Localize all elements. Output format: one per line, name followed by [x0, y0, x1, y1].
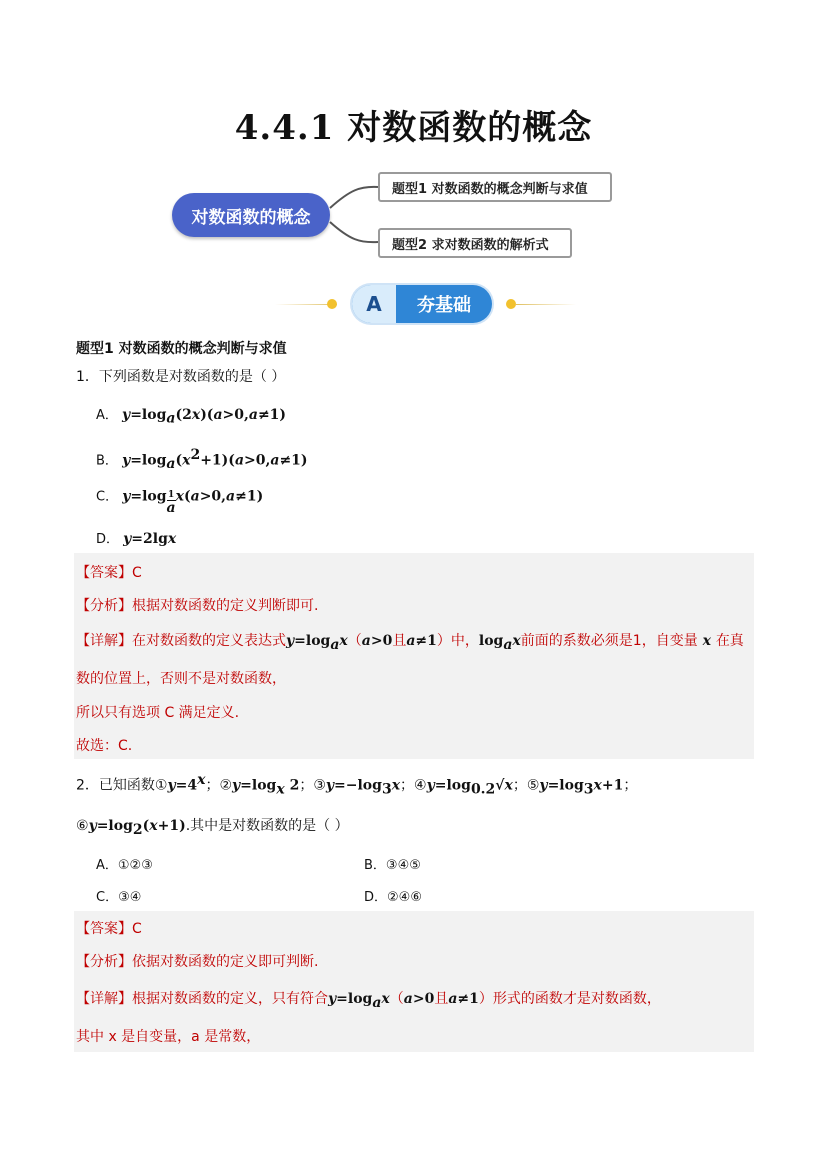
q1-detail-line2: 数的位置上，否则不是对数函数，	[76, 671, 286, 687]
badge-text: 夯基础	[417, 295, 471, 316]
q1-option-c: C． y=log $\frac{1}{a}$ x(a>0,a≠1)	[96, 488, 264, 516]
q2-option-b: B．③④⑤	[364, 858, 421, 873]
badge-line-right	[516, 304, 576, 305]
page-title: 4.4.1 对数函数的概念	[234, 108, 593, 148]
q1-answer-box	[74, 553, 754, 759]
mindmap-center: 对数函数的概念	[172, 193, 330, 237]
q1-detail-line4: 故选：C.	[76, 738, 133, 754]
q1-detail-line1: 【详解】在对数函数的定义表达式$y=\log_ax(a>0$且a≠1）中，$\log_ax$前面的系数必须是1，自变量 x 在真	[76, 633, 744, 653]
badge-dot-right	[506, 299, 516, 309]
q2-detail-line2: 其中 x 是自变量，a 是常数，	[76, 1029, 261, 1045]
q1-detail-line3: 所以只有选项 C 满足定义.	[76, 705, 240, 721]
badge-letter: A	[352, 285, 396, 323]
q2-option-d: D．②④⑥	[364, 890, 422, 905]
q1-option-b: B． $y=\log_a(x^2+1)(a>0,a\ne 1)$	[96, 447, 308, 472]
q1-option-a: A． $y=\log_a(2x)(a>0,a\ne 1)$	[96, 407, 287, 427]
q2-detail-line1: 【详解】根据对数函数的定义，只有符合$y=\log_ax(a>0$且a≠1）形式的函数才是对数函数，	[76, 991, 661, 1011]
q1-answer: 【答案】C	[76, 565, 142, 581]
q2-option-c: C．③④	[96, 890, 142, 905]
q1-stem: 1．下列函数是对数函数的是（ ）	[76, 369, 286, 385]
badge-dot-left	[327, 299, 337, 309]
q1-option-d: D． y=2lgx	[96, 531, 177, 547]
mindmap-branch-1: 题型1 对数函数的概念判断与求值	[378, 172, 612, 202]
q1-analysis: 【分析】根据对数函数的定义判断即可.	[76, 598, 319, 614]
q2-analysis: 【分析】依据对数函数的定义即可判断.	[76, 954, 319, 970]
mindmap-branch-2: 题型2 求对数函数的解析式	[378, 228, 572, 258]
section-title: 题型1 对数函数的概念判断与求值	[76, 341, 287, 357]
q2-stem-line1: 2．已知函数$①y=4^x$；$②y=\log_x$ 2；$③y=-\log_3x$；$④y=\log_{0.2}√x$；$⑤y=\log_3x+1$；	[76, 772, 638, 798]
q2-answer: 【答案】C	[76, 921, 142, 937]
q2-stem-line2: $⑥y=\log_2(x+1)$.其中是对数函数的是（ ）	[76, 818, 349, 838]
q2-option-a: A．①②③	[96, 858, 153, 873]
